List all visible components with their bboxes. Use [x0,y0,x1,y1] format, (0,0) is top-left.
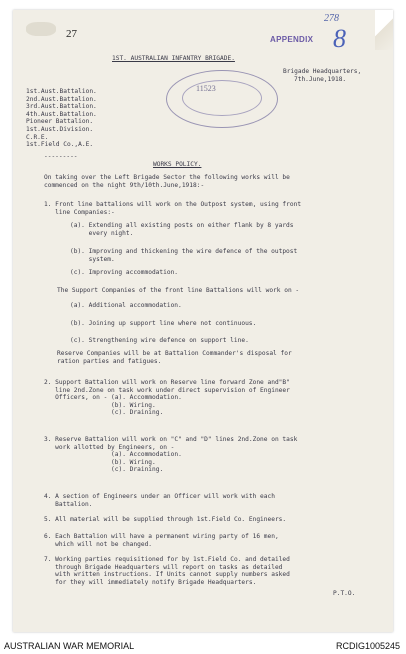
reserve-text-line: Reserve Companies will be at Battalion Commander's disposal for [57,350,292,357]
item-1c-line: (c). Improving accommodation. [70,269,179,276]
support-item-a-line: (a). Additional accommodation. [70,302,182,309]
paragraph-7-line: through Brigade Headquarters will report on tasks as detailed [44,563,283,571]
paragraph-2-line: 2. Support Battalion will work on Reserve line forward Zone and"B" [44,379,290,386]
support-intro [57,287,299,295]
pto-mark: P.T.O. [333,590,356,597]
item-1a-line: (a). Extending all existing posts on either flank by 8 yards [70,222,294,229]
paragraph-2 [44,379,290,417]
item-1b-line: system. [70,255,115,263]
paragraph-5 [44,516,286,524]
item-1b [70,248,297,263]
paragraph-1-line: 1. Front line battalions will work on the Outpost system, using front [44,201,302,208]
paragraph-4 [44,493,275,508]
paragraph-7 [44,556,290,586]
item-1b-line: (b). Improving and thickening the wire defence of the outpost [70,248,298,255]
paragraph-6-line: which will not be changed. [44,540,153,548]
distribution-item: C.R.E. [26,133,49,141]
page-number: 27 [66,28,77,40]
distribution-item: Pioneer Battalion. [26,118,94,126]
distribution-item: 1st.Aust.Battalion. [26,88,97,95]
appendix-number: 8 [333,24,346,53]
item-1a [70,222,294,237]
support-item-c-line: (c). Strengthening wire defence on support line. [70,337,249,344]
paragraph-2-line: Officers, on - (a). Accommodation. [44,394,182,402]
reserve-text [57,350,292,365]
support-intro-line: The Support Companies of the front line Battalions will work on - [57,287,300,294]
paragraph-3 [44,436,297,474]
support-item-a [70,302,182,310]
paragraph-3-line: work allotted by Engineers, on - [44,443,175,451]
paragraph-4-line: 4. A section of Engineers under an Officer will work with each [44,493,275,500]
registry-stamp-inner [182,80,262,116]
intro-text-line: commenced on the night 9th/10th.June,1918:- [44,181,205,189]
page-stain [26,22,56,36]
paragraph-5-line: 5. All material will be supplied through 1st.Field Co. Engineers. [44,516,287,523]
support-item-b-line: (b). Joining up support line where not continuous. [70,320,257,327]
item-1a-line: every night. [70,229,134,237]
paragraph-3-line: (c). Draining. [44,466,164,474]
paragraph-3-line: (b). Wiring. [44,458,156,466]
paragraph-1 [44,201,301,216]
distribution-item: 1st.Field Co.,A.E. [26,141,94,149]
footer-left: AUSTRALIAN WAR MEMORIAL [4,641,135,651]
document-title: 1ST. AUSTRALIAN INFANTRY BRIGADE. [112,55,235,62]
separator: --------- [44,153,78,160]
paragraph-6-line: 6. Each Battalion will have a permanent wiring party of 16 men, [44,533,279,540]
intro-text-line: On taking over the Left Brigade Sector the following works will be [44,174,290,181]
paragraph-7-line: with written instructions. If Units cannot supply numbers asked [44,571,290,579]
registry-stamp-number: 11523 [196,84,216,93]
paragraph-2-line: line 2nd.Zone on task work under direct supervision of Engineer [44,386,290,394]
distribution-item: 3rd.Aust.Battalion. [26,103,97,111]
distribution-item: 1st.Aust.Division. [26,125,94,133]
paragraph-4-line: Battalion. [44,500,93,508]
appendix-stamp: APPENDIX [270,35,314,44]
support-item-b [70,320,256,328]
footer-right: RCDIG1005245 [335,641,400,651]
paragraph-7-line: for they will immediately notify Brigade Headquarters. [44,578,257,586]
intro-text [44,174,290,189]
archive-number: 278 [324,13,339,24]
distribution-item: 2nd.Aust.Battalion. [26,95,97,103]
paragraph-3-line: (a). Accommodation. [44,451,182,459]
paragraph-7-line: 7. Working parties requisitioned for by 1st.Field Co. and detailed [44,556,290,563]
hq-line-2: 7th.June,1918. [294,76,347,83]
support-item-c [70,337,249,345]
distribution-item: 4th.Aust.Battalion. [26,110,97,118]
paragraph-2-line: (b). Wiring. [44,401,156,409]
paragraph-6 [44,533,279,548]
hq-line-1: Brigade Headquarters, [283,68,362,75]
paragraph-1-line: line Companies:- [44,208,115,216]
paragraph-2-line: (c). Draining. [44,409,164,417]
item-1c [70,269,178,277]
reserve-text-line: ration parties and fatigues. [57,357,162,365]
paragraph-3-line: 3. Reserve Battalion will work on "C" and "D" lines 2nd.Zone on task [44,436,298,443]
section-heading: WORKS POLICY. [153,161,202,168]
distribution-list [26,88,97,149]
